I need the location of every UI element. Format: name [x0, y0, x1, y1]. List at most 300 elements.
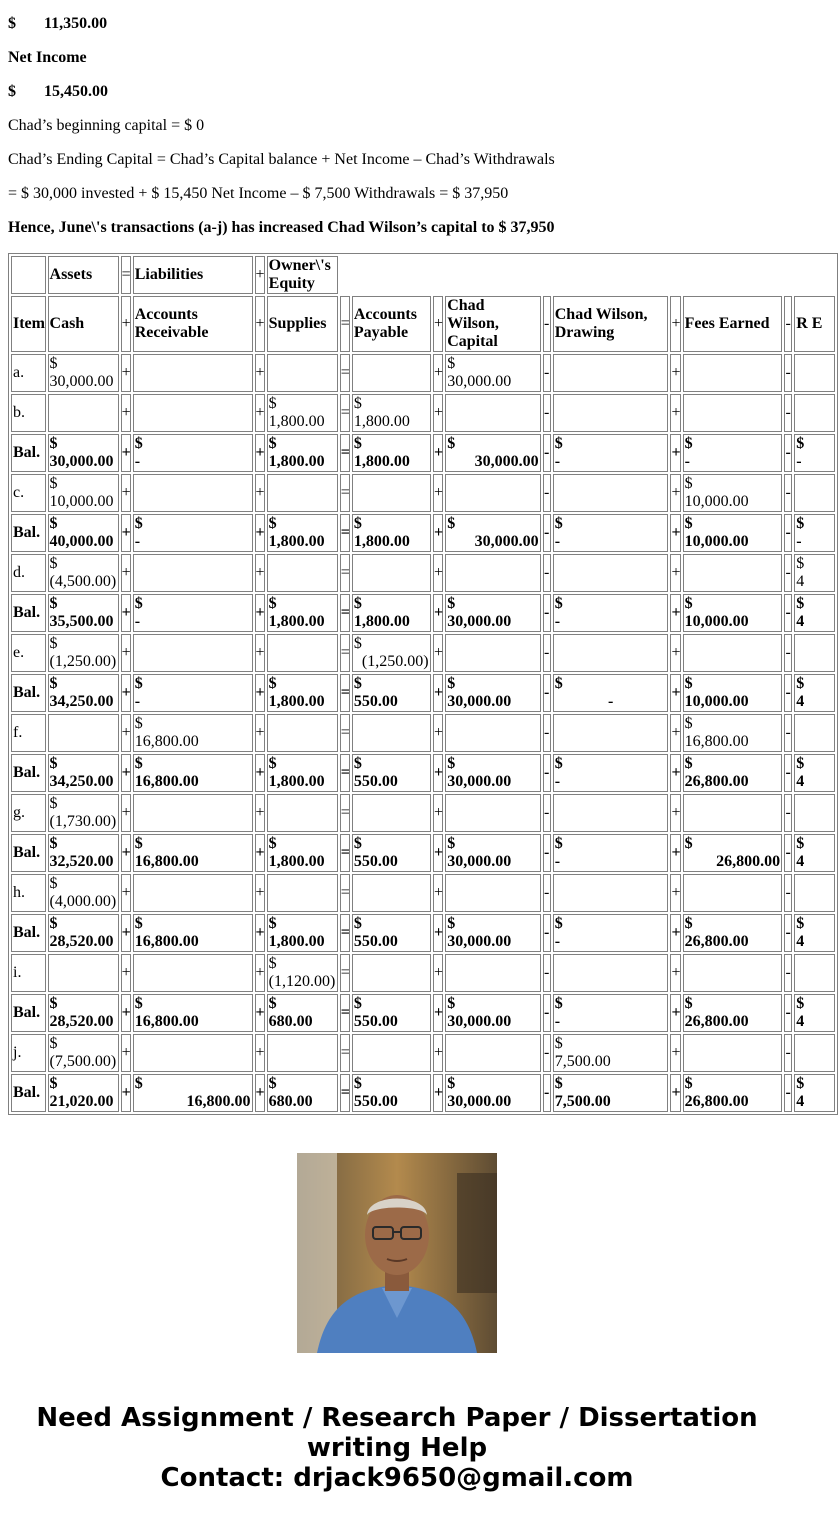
- amount-value: 1,800.00: [353, 613, 410, 630]
- plus-operator: +: [121, 514, 131, 552]
- amount-value: 28,520.00: [49, 933, 114, 950]
- plus-operator: +: [255, 834, 265, 872]
- amount-value: 10,000.00: [49, 493, 114, 510]
- equals-operator: =: [340, 1074, 350, 1112]
- plus-operator: +: [121, 296, 131, 352]
- minus-operator: -: [543, 834, 551, 872]
- fees-earned-cell: [683, 914, 783, 952]
- minus-operator: -: [543, 474, 551, 512]
- amount-value: 1,800.00: [268, 613, 325, 630]
- supplies-cell: [267, 1034, 338, 1072]
- expenses-cell: [794, 994, 835, 1032]
- accounts-receivable-cell: [133, 994, 253, 1032]
- capital-cell: [445, 954, 540, 992]
- expenses-cell: [794, 474, 835, 512]
- currency-sign: $: [353, 635, 362, 652]
- currency-sign: $: [796, 835, 805, 852]
- ending-capital-calculation: = $ 30,000 invested + $ 15,450 Net Income – $ 7,500 Withdrawals = $ 37,950: [8, 185, 509, 202]
- amount-value: 16,800.00: [186, 1093, 251, 1110]
- cash-cell: [48, 834, 119, 872]
- accounts-receivable-cell: [133, 1034, 253, 1072]
- supplies-cell: [267, 354, 338, 392]
- amount-value: 4: [796, 853, 805, 870]
- plus-operator: +: [433, 954, 443, 992]
- amount-value: 1,800.00: [268, 933, 325, 950]
- plus-operator: +: [670, 634, 680, 672]
- currency-sign: $: [554, 835, 563, 852]
- amount-value: (1,730.00): [49, 813, 117, 830]
- currency-sign: $: [49, 515, 58, 532]
- accounts-receivable-cell: [133, 474, 253, 512]
- currency-sign: $: [353, 435, 362, 452]
- fees-earned-cell: [683, 874, 783, 912]
- fees-earned-cell: [683, 594, 783, 632]
- assets-header: Assets: [48, 256, 119, 294]
- capital-cell: [445, 714, 540, 752]
- accounts-payable-cell: [352, 874, 431, 912]
- accounts-payable-cell: [352, 354, 431, 392]
- plus-operator: +: [433, 794, 443, 832]
- currency-sign: $: [49, 435, 58, 452]
- currency-sign: $: [49, 995, 58, 1012]
- item-cell: b.: [11, 394, 46, 432]
- currency-sign: $: [49, 635, 58, 652]
- plus-operator: +: [433, 594, 443, 632]
- currency-sign: $: [684, 475, 693, 492]
- plus-operator: +: [670, 754, 680, 792]
- capital-cell: [445, 594, 540, 632]
- equals-operator: =: [340, 914, 350, 952]
- plus-operator: +: [255, 394, 265, 432]
- amount-value: 30,000.00: [447, 1093, 512, 1110]
- empty-header-cell: [11, 256, 46, 294]
- currency-sign: $: [447, 835, 456, 852]
- equals-operator: =: [121, 256, 131, 294]
- currency-sign: $: [49, 355, 58, 372]
- drawing-cell: [553, 714, 669, 752]
- currency-sign: $: [554, 435, 563, 452]
- plus-operator: +: [670, 554, 680, 592]
- amount-value: (7,500.00): [49, 1053, 117, 1070]
- currency-sign: $: [684, 915, 693, 932]
- equals-operator: =: [340, 674, 350, 712]
- currency-sign: $: [134, 995, 143, 1012]
- amount-value: 30,000.00: [474, 453, 539, 470]
- expenses-cell: [794, 794, 835, 832]
- accounts-receivable-cell: [133, 354, 253, 392]
- currency-sign: $: [134, 755, 143, 772]
- amount-value: 16,800.00: [134, 733, 199, 750]
- amount-value: 30,000.00: [474, 533, 539, 550]
- amount-value: 26,800.00: [684, 773, 749, 790]
- currency-sign: $: [684, 515, 693, 532]
- drawing-cell: [553, 674, 669, 712]
- amount-value: 4: [796, 773, 805, 790]
- amount-value: 21,020.00: [49, 1093, 114, 1110]
- balance-row: [11, 754, 835, 792]
- cash-cell: [48, 394, 119, 432]
- minus-operator: -: [543, 354, 551, 392]
- item-cell: Bal.: [11, 594, 46, 632]
- plus-operator: +: [255, 434, 265, 472]
- drawing-cell: [553, 834, 669, 872]
- amount-value: 30,000.00: [447, 373, 512, 390]
- item-cell: Bal.: [11, 994, 46, 1032]
- supplies-cell: [267, 554, 338, 592]
- plus-operator: +: [255, 554, 265, 592]
- currency-sign: $: [134, 1075, 143, 1092]
- cash-cell: [48, 1074, 119, 1112]
- cash-cell: [48, 554, 119, 592]
- minus-operator: -: [784, 714, 792, 752]
- amount-value: -: [796, 453, 802, 470]
- fees-earned-cell: [683, 954, 783, 992]
- balance-row: [11, 434, 835, 472]
- accounting-equation-table: [8, 253, 838, 1115]
- cash-cell: [48, 994, 119, 1032]
- currency-sign: $: [268, 995, 277, 1012]
- fees-earned-cell: [683, 394, 783, 432]
- transaction-row: [11, 394, 835, 432]
- currency-sign: $: [49, 555, 58, 572]
- accounts-receivable-cell: [133, 634, 253, 672]
- minus-operator: -: [543, 994, 551, 1032]
- amount-value: 26,800.00: [684, 1093, 749, 1110]
- plus-operator: +: [255, 354, 265, 392]
- capital-cell: [445, 994, 540, 1032]
- currency-sign: $: [447, 755, 456, 772]
- accounts-receivable-cell: [133, 874, 253, 912]
- currency-sign: $: [353, 675, 362, 692]
- amount-value: 550.00: [353, 1013, 398, 1030]
- amount-value: 4: [796, 693, 805, 710]
- fees-earned-cell: [683, 674, 783, 712]
- plus-operator: +: [670, 474, 680, 512]
- drawing-cell: [553, 1034, 669, 1072]
- cash-cell: [48, 954, 119, 992]
- minus-operator: -: [784, 394, 792, 432]
- plus-operator: +: [255, 714, 265, 752]
- accounts-payable-cell: [352, 674, 431, 712]
- drawing-cell: [553, 1074, 669, 1112]
- currency-sign: $: [49, 875, 58, 892]
- equals-operator: =: [340, 874, 350, 912]
- amount-value: 4: [796, 933, 805, 950]
- plus-operator: +: [670, 434, 680, 472]
- currency-sign: $: [353, 915, 362, 932]
- plus-operator: +: [670, 914, 680, 952]
- currency-sign: $: [134, 595, 143, 612]
- currency-sign: $: [684, 835, 693, 852]
- currency-sign: $: [796, 755, 805, 772]
- minus-operator: -: [784, 434, 792, 472]
- amount-value: 30,000.00: [49, 453, 114, 470]
- minus-operator: -: [543, 1074, 551, 1112]
- item-cell: h.: [11, 874, 46, 912]
- amount-value: -: [796, 533, 802, 550]
- currency-sign: $: [554, 1075, 563, 1092]
- expenses-cell: [794, 514, 835, 552]
- currency-sign: $: [447, 995, 456, 1012]
- amount-value: -: [554, 853, 561, 870]
- drawing-cell: [553, 754, 669, 792]
- expenses-cell: [794, 1074, 835, 1112]
- item-cell: e.: [11, 634, 46, 672]
- equals-operator: =: [340, 514, 350, 552]
- currency-sign: $: [684, 715, 693, 732]
- plus-operator: +: [433, 874, 443, 912]
- currency-sign: $: [554, 1035, 563, 1052]
- accounts-payable-cell: [352, 594, 431, 632]
- amount-value: 16,800.00: [134, 933, 199, 950]
- cash-cell: [48, 514, 119, 552]
- balance-row: [11, 594, 835, 632]
- accounts-payable-cell: [352, 474, 431, 512]
- balance-row: [11, 514, 835, 552]
- plus-operator: +: [255, 634, 265, 672]
- accounts-payable-cell: [352, 714, 431, 752]
- fees-earned-cell: [683, 714, 783, 752]
- amount-value: -: [134, 453, 141, 470]
- capital-cell: [445, 554, 540, 592]
- currency-sign: $: [268, 835, 277, 852]
- plus-operator: +: [433, 394, 443, 432]
- transaction-row: [11, 714, 835, 752]
- minus-operator: -: [784, 1074, 792, 1112]
- plus-operator: +: [433, 474, 443, 512]
- drawing-cell: [553, 394, 669, 432]
- fees-earned-column-header: Fees Earned: [683, 296, 783, 352]
- minus-operator: -: [543, 1034, 551, 1072]
- supplies-cell: [267, 954, 338, 992]
- item-cell: g.: [11, 794, 46, 832]
- amount-value: 1,800.00: [353, 413, 410, 430]
- amount-value: 16,800.00: [134, 853, 199, 870]
- drawing-cell: [553, 914, 669, 952]
- expenses-cell: [794, 874, 835, 912]
- author-photo-image: [297, 1153, 497, 1353]
- cash-cell: [48, 794, 119, 832]
- plus-operator: +: [670, 954, 680, 992]
- amount-value: 28,520.00: [49, 1013, 114, 1030]
- cash-cell: [48, 914, 119, 952]
- transaction-row: [11, 794, 835, 832]
- accounts-receivable-cell: [133, 794, 253, 832]
- expenses-cell: [794, 434, 835, 472]
- amount-value: -: [684, 453, 690, 470]
- fees-earned-cell: [683, 794, 783, 832]
- plus-operator: +: [670, 714, 680, 752]
- accounts-payable-cell: [352, 1074, 431, 1112]
- supplies-cell: [267, 634, 338, 672]
- capital-cell: [445, 754, 540, 792]
- transaction-row: [11, 874, 835, 912]
- accounts-payable-cell: [352, 834, 431, 872]
- transaction-row: [11, 554, 835, 592]
- owners-equity-header: Owner\'s Equity: [267, 256, 338, 294]
- currency-sign: $: [684, 1075, 693, 1092]
- amount-value: 34,250.00: [49, 773, 114, 790]
- author-photo: [297, 1153, 497, 1353]
- currency-sign: $: [268, 755, 277, 772]
- accounts-receivable-cell: [133, 954, 253, 992]
- capital-cell: [445, 874, 540, 912]
- expenses-cell: [794, 394, 835, 432]
- currency-sign: $: [353, 995, 362, 1012]
- currency-sign: $: [49, 755, 58, 772]
- currency-sign: $: [796, 435, 805, 452]
- currency-sign: $: [554, 515, 563, 532]
- currency-sign: $: [796, 995, 805, 1012]
- currency-sign: $: [554, 595, 563, 612]
- drawing-cell: [553, 954, 669, 992]
- balance-row: [11, 994, 835, 1032]
- currency-sign: $: [49, 1075, 58, 1092]
- currency-sign: $: [796, 555, 805, 572]
- accounts-payable-cell: [352, 994, 431, 1032]
- fees-earned-cell: [683, 474, 783, 512]
- amount-value: -: [554, 613, 561, 630]
- item-cell: a.: [11, 354, 46, 392]
- minus-operator: -: [543, 874, 551, 912]
- supplies-cell: [267, 794, 338, 832]
- fees-earned-cell: [683, 994, 783, 1032]
- footer-line-1: Need Assignment / Research Paper / Dissertation: [36, 1403, 758, 1433]
- currency-sign: $: [49, 675, 58, 692]
- currency-sign: $: [49, 475, 58, 492]
- group-header-row: [11, 256, 835, 294]
- amount-value: 550.00: [353, 853, 398, 870]
- cash-cell: [48, 434, 119, 472]
- plus-operator: +: [255, 994, 265, 1032]
- currency-sign: $: [8, 15, 16, 32]
- currency-sign: $: [554, 675, 563, 692]
- expenses-cell: [794, 914, 835, 952]
- minus-operator: -: [784, 594, 792, 632]
- currency-sign: $: [49, 595, 58, 612]
- plus-operator: +: [255, 594, 265, 632]
- currency-sign: $: [684, 675, 693, 692]
- currency-sign: $: [134, 515, 143, 532]
- amount-value: -: [554, 933, 561, 950]
- currency-sign: $: [353, 1075, 362, 1092]
- amount-value: 10,000.00: [684, 533, 749, 550]
- plus-operator: +: [670, 1034, 680, 1072]
- drawing-cell: [553, 554, 669, 592]
- minus-operator: -: [784, 514, 792, 552]
- accounts-receivable-cell: [133, 594, 253, 632]
- transaction-row: [11, 474, 835, 512]
- plus-operator: +: [121, 1074, 131, 1112]
- plus-operator: +: [670, 594, 680, 632]
- equals-operator: =: [340, 994, 350, 1032]
- plus-operator: +: [670, 834, 680, 872]
- amount-value: 30,000.00: [447, 1013, 512, 1030]
- amount-value: (1,120.00): [268, 973, 336, 990]
- accounts-receivable-cell: [133, 914, 253, 952]
- accounts-payable-cell: [352, 554, 431, 592]
- equals-operator: =: [340, 954, 350, 992]
- minus-operator: -: [784, 874, 792, 912]
- cash-cell: [48, 674, 119, 712]
- supplies-cell: [267, 714, 338, 752]
- plus-operator: +: [433, 354, 443, 392]
- accounts-payable-cell: [352, 914, 431, 952]
- plus-operator: +: [433, 1034, 443, 1072]
- accounts-receivable-cell: [133, 714, 253, 752]
- currency-sign: $: [268, 675, 277, 692]
- drawing-cell: [553, 794, 669, 832]
- amount-value: 16,800.00: [134, 773, 199, 790]
- amount-value: 26,800.00: [716, 853, 781, 870]
- plus-operator: +: [255, 674, 265, 712]
- currency-sign: $: [684, 435, 693, 452]
- expenses-cell: [794, 554, 835, 592]
- plus-operator: +: [433, 994, 443, 1032]
- minus-operator: -: [784, 354, 792, 392]
- transaction-row: [11, 1034, 835, 1072]
- amount-value: 1,800.00: [353, 533, 410, 550]
- plus-operator: +: [121, 834, 131, 872]
- drawing-cell: [553, 474, 669, 512]
- plus-operator: +: [255, 514, 265, 552]
- accounts-receivable-column-header: Accounts Receivable: [133, 296, 253, 352]
- accounts-receivable-cell: [133, 394, 253, 432]
- plus-operator: +: [121, 714, 131, 752]
- minus-operator: -: [543, 714, 551, 752]
- plus-operator: +: [121, 554, 131, 592]
- minus-operator: -: [784, 994, 792, 1032]
- capital-cell: [445, 434, 540, 472]
- expenses-cell: [794, 834, 835, 872]
- plus-operator: +: [255, 474, 265, 512]
- plus-operator: +: [670, 354, 680, 392]
- currency-sign: $: [268, 955, 277, 972]
- currency-sign: $: [134, 675, 143, 692]
- currency-sign: $: [796, 675, 805, 692]
- item-cell: i.: [11, 954, 46, 992]
- currency-sign: $: [447, 915, 456, 932]
- currency-sign: $: [268, 515, 277, 532]
- expenses-column-header: R E: [794, 296, 835, 352]
- amount-value: 1,800.00: [268, 853, 325, 870]
- minus-operator: -: [784, 634, 792, 672]
- minus-operator: -: [784, 954, 792, 992]
- balance-row: [11, 914, 835, 952]
- cash-cell: [48, 874, 119, 912]
- equals-operator: =: [340, 394, 350, 432]
- equals-operator: =: [340, 474, 350, 512]
- plus-operator: +: [433, 1074, 443, 1112]
- plus-operator: +: [433, 674, 443, 712]
- accounts-payable-cell: [352, 434, 431, 472]
- minus-operator: -: [543, 434, 551, 472]
- accounts-payable-column-header: Accounts Payable: [352, 296, 431, 352]
- net-income-total: [8, 83, 108, 101]
- amount-value: 4: [796, 573, 805, 590]
- plus-operator: +: [121, 914, 131, 952]
- equals-operator: =: [340, 354, 350, 392]
- plus-operator: +: [255, 794, 265, 832]
- plus-operator: +: [670, 674, 680, 712]
- currency-sign: $: [447, 675, 456, 692]
- amount-value: 32,520.00: [49, 853, 114, 870]
- capital-cell: [445, 834, 540, 872]
- amount-value: 35,500.00: [49, 613, 114, 630]
- column-header-row: [11, 296, 835, 352]
- plus-operator: +: [121, 594, 131, 632]
- plus-operator: +: [670, 394, 680, 432]
